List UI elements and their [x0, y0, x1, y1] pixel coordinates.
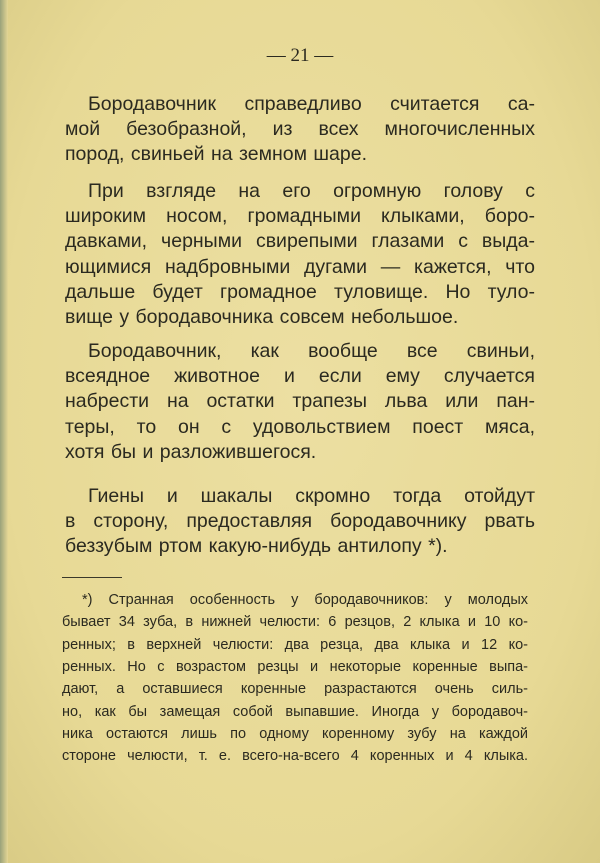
footnote-line: ренных. Но с возрастом резцы и некоторые коренные выпа- [62, 658, 528, 675]
paragraph-2-line: При взгляде на его огромную голову с [88, 180, 535, 202]
paragraph-4-line: беззубым ртом какую-нибудь антилопу *). [65, 535, 448, 558]
paragraph-3-line: Бородавочник, как вообще все свиньи, [88, 340, 535, 362]
footnote-line: но, как бы замещая собой выпавшие. Иногда у бородавоч- [62, 703, 528, 720]
paragraph-2-line: вище у бородавочника совсем небольшое. [65, 306, 459, 328]
footnote-divider [62, 577, 122, 578]
footnote-line: ника остаются лишь по одному коренному зубу на каждой [62, 725, 528, 742]
paragraph-2-line: ющимися надбровными дугами — кажется, что [65, 255, 535, 278]
footnote-line: стороне челюсти, т. е. всего-на-всего 4 коренных и 4 клыка. [62, 748, 528, 765]
paragraph-4-line: в сторону, предоставляя бородавочнику рвать [65, 510, 535, 533]
paragraph-1-line: Бородавочник справедливо считается са- [88, 93, 535, 115]
page-edge [0, 0, 8, 863]
footnote-line: дают, а оставшиеся коренные разрастаются очень силь- [62, 681, 528, 698]
paragraph-1-line: пород, свиньей на земном шаре. [65, 143, 368, 166]
footnote-line: *) Странная особенность у бородавочников: у молодых [82, 592, 528, 608]
paragraph-4-line: Гиены и шакалы скромно тогда отойдут [88, 485, 535, 507]
footnote-line: бывает 34 зуба, в нижней челюсти: 6 резцов, 2 клыка и 10 ко- [62, 614, 528, 631]
page-number: — 21 — [266, 45, 334, 66]
paragraph-2-line: широким носом, громадными клыками, боро- [65, 205, 535, 228]
paragraph-3-line: хотя бы и разложившегося. [65, 440, 317, 463]
paragraph-3-line: теры, то он с удовольствием поест мяса, [65, 415, 535, 438]
footnote-line: ренных; в верхней челюсти: два резца, два клыка и 12 ко- [62, 636, 528, 653]
paragraph-3-line: набрести на остатки трапезы льва или пан- [65, 390, 535, 413]
paragraph-1-line: мой безобразной, из всех многочисленных [65, 118, 535, 141]
paragraph-2-line: дальше будет громадное туловище. Но туло- [65, 280, 535, 303]
paragraph-3-line: всеядное животное и если ему случается [65, 365, 535, 388]
paragraph-2-line: давками, черными свирепыми глазами с выда- [65, 230, 535, 253]
